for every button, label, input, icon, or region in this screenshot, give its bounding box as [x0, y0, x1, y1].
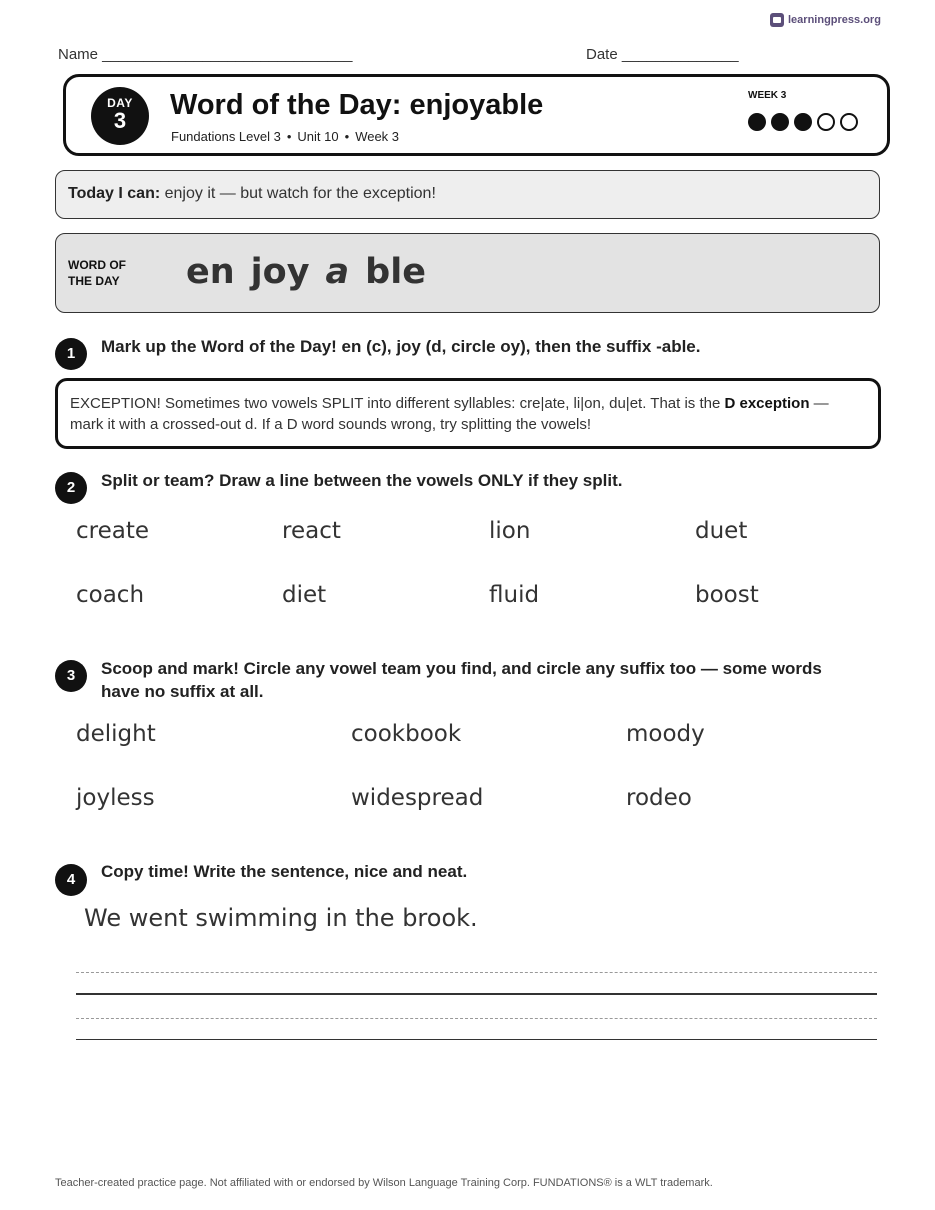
- subtitle-unit: Unit 10: [297, 129, 339, 144]
- subtitle-week: Week 3: [355, 129, 400, 144]
- week-progress-dots: [748, 113, 858, 131]
- section-number: 2: [55, 472, 87, 504]
- section-number: 4: [55, 864, 87, 896]
- split-word: boost: [695, 582, 759, 608]
- scoop-word: widespread: [351, 785, 484, 811]
- day-badge: [91, 87, 149, 145]
- date-field[interactable]: Date ______________: [586, 46, 739, 63]
- scoop-word: moody: [626, 721, 705, 747]
- split-word: react: [282, 518, 341, 544]
- split-word: create: [76, 518, 150, 544]
- handwriting-midline: [76, 1018, 877, 1019]
- exception-bold: D exception: [724, 395, 810, 412]
- progress-dot-empty: [817, 113, 835, 131]
- syllable: en: [186, 252, 235, 292]
- brand-name: learningpress.org: [788, 14, 881, 26]
- section-number: 1: [55, 338, 87, 370]
- footer-disclaimer: Teacher-created practice page. Not affiliated with or endorsed by Wilson Language Training Corp. FUNDATIONS® is a WLT trademark.: [55, 1177, 713, 1189]
- subtitle-level: Fundations Level 3: [171, 129, 281, 144]
- syllable: ble: [365, 252, 426, 292]
- today-text: enjoy it — but watch for the exception!: [164, 185, 436, 202]
- day-label: DAY: [107, 96, 133, 110]
- scoop-word: rodeo: [626, 785, 692, 811]
- handwriting-midline: [76, 972, 877, 973]
- split-word: duet: [695, 518, 748, 544]
- word-of-the-day-box: [55, 233, 880, 313]
- today-lead: Today I can:: [68, 185, 161, 202]
- subtitle-separator: •: [286, 129, 292, 144]
- subtitle-separator: •: [344, 129, 350, 144]
- section-instruction: Scoop and mark! Circle any vowel team you find, and circle any suffix too — some words have no suffix at all.: [101, 659, 822, 701]
- week-label: WEEK 3: [748, 90, 787, 101]
- progress-dot-empty: [840, 113, 858, 131]
- exception-text: EXCEPTION! Sometimes two vowels SPLIT into different syllables: cre|ate, li|on, du|et. That is the: [70, 395, 725, 412]
- name-field[interactable]: Name ______________________________: [58, 46, 353, 63]
- day-number: 3: [113, 108, 127, 133]
- syllable: a: [325, 252, 350, 292]
- scoop-word: joyless: [76, 785, 155, 811]
- handwriting-baseline[interactable]: [76, 1039, 877, 1040]
- word-of-the-day-label: [68, 257, 126, 289]
- section-instruction: Split or team? Draw a line between the vowels ONLY if they split.: [101, 471, 623, 490]
- brand-link[interactable]: [770, 13, 881, 27]
- syllable: joy: [250, 252, 310, 292]
- section-instruction: Copy time! Write the sentence, nice and neat.: [101, 862, 468, 881]
- book-icon: [770, 13, 784, 27]
- wotd-label-line1: WORD OF: [68, 258, 126, 272]
- wotd-label-line2: THE DAY: [68, 274, 120, 288]
- handwriting-baseline[interactable]: [76, 993, 877, 995]
- section-instruction: Mark up the Word of the Day! en (c), joy (d, circle oy), then the suffix -able.: [101, 337, 701, 356]
- exception-text-end: — mark it with a crossed-out d. If a D word sounds wrong, try splitting the vowels!: [70, 395, 829, 433]
- split-word: fluid: [489, 582, 540, 608]
- split-word: coach: [76, 582, 145, 608]
- page-subtitle: [171, 129, 399, 144]
- progress-dot-filled: [771, 113, 789, 131]
- split-word: lion: [489, 518, 531, 544]
- scoop-word: cookbook: [351, 721, 462, 747]
- model-sentence: We went swimming in the brook.: [84, 904, 478, 932]
- syllable-word: [186, 252, 442, 292]
- section-number: 3: [55, 660, 87, 692]
- split-word: diet: [282, 582, 327, 608]
- page-title: Word of the Day: enjoyable: [170, 89, 544, 121]
- exception-callout: [55, 378, 881, 449]
- scoop-word: delight: [76, 721, 156, 747]
- progress-dot-filled: [748, 113, 766, 131]
- progress-dot-filled: [794, 113, 812, 131]
- today-i-can-box: [55, 170, 880, 219]
- header-card: [63, 74, 890, 156]
